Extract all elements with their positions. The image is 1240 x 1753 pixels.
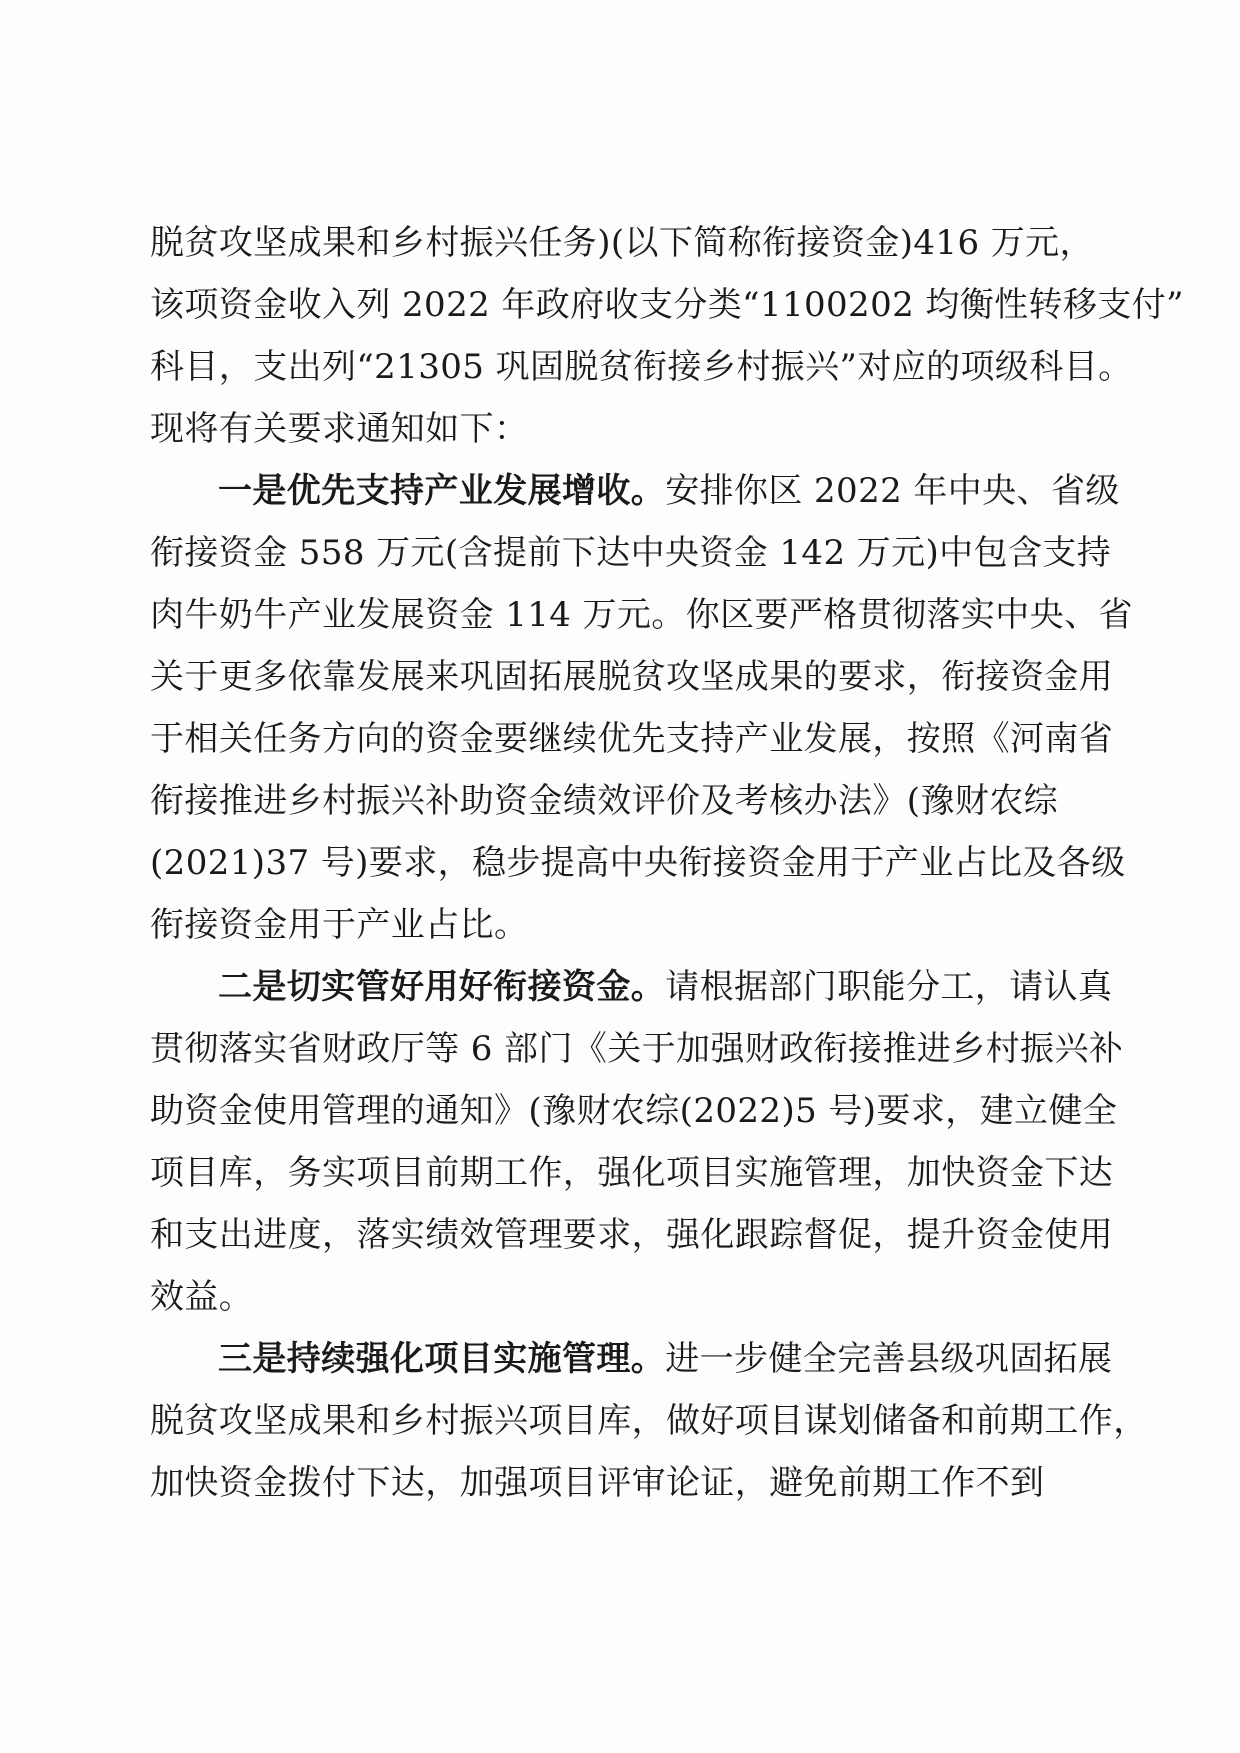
document-body [150,212,1184,1514]
body-line: 现将有关要求通知如下： [150,409,529,449]
body-line: (2021)37 号)要求，稳步提高中央衔接资金用于产业占比及各级 [150,843,1126,883]
body-line: 关于更多依靠发展来巩固拓展脱贫攻坚成果的要求，衔接资金用 [150,657,1114,697]
section-2-first-line-text: 请根据部门职能分工，请认真 [665,967,1113,1007]
body-line: 衔接推进乡村振兴补助资金绩效评价及考核办法》(豫财农综 [150,781,1059,821]
section-3-heading: 三是持续强化项目实施管理。 [218,1339,666,1379]
section-1-first-line [150,460,1120,522]
body-line: 和支出进度，落实绩效管理要求，强化跟踪督促，提升资金使用 [150,1215,1114,1255]
body-line: 肉牛奶牛产业发展资金 114 万元。你区要严格贯彻落实中央、省 [150,595,1133,635]
section-2-paragraph [150,956,1124,1328]
body-line: 脱贫攻坚成果和乡村振兴任务)(以下简称衔接资金)416 万元， [150,223,1094,263]
body-line: 科目，支出列“21305 巩固脱贫衔接乡村振兴”对应的项级科目。 [150,347,1133,387]
body-line: 贯彻落实省财政厅等 6 部门《关于加强财政衔接推进乡村振兴补 [150,1029,1124,1069]
body-line: 衔接资金用于产业占比。 [150,905,529,945]
body-line: 助资金使用管理的通知》(豫财农综(2022)5 号)要求，建立健全 [150,1091,1118,1131]
section-2-first-line [150,956,1113,1018]
body-line: 加快资金拨付下达，加强项目评审论证，避免前期工作不到 [150,1463,1045,1503]
body-line: 效益。 [150,1277,254,1317]
section-1-paragraph [150,460,1133,956]
body-line: 衔接资金 558 万元(含提前下达中央资金 142 万元)中包含支持 [150,533,1112,573]
section-3-first-line [150,1328,1113,1390]
body-line: 脱贫攻坚成果和乡村振兴项目库，做好项目谋划储备和前期工作， [150,1401,1148,1441]
section-1-heading: 一是优先支持产业发展增收。 [218,471,666,511]
body-line: 项目库，务实项目前期工作，强化项目实施管理，加快资金下达 [150,1153,1114,1193]
body-line: 于相关任务方向的资金要继续优先支持产业发展，按照《河南省 [150,719,1114,759]
section-2-heading: 二是切实管好用好衔接资金。 [218,967,666,1007]
section-1-first-line-text: 安排你区 2022 年中央、省级 [665,471,1120,511]
section-3-paragraph [150,1328,1148,1514]
intro-paragraph [150,212,1184,460]
section-3-first-line-text: 进一步健全完善县级巩固拓展 [665,1339,1113,1379]
body-line: 该项资金收入列 2022 年政府收支分类“1100202 均衡性转移支付” [150,285,1184,325]
